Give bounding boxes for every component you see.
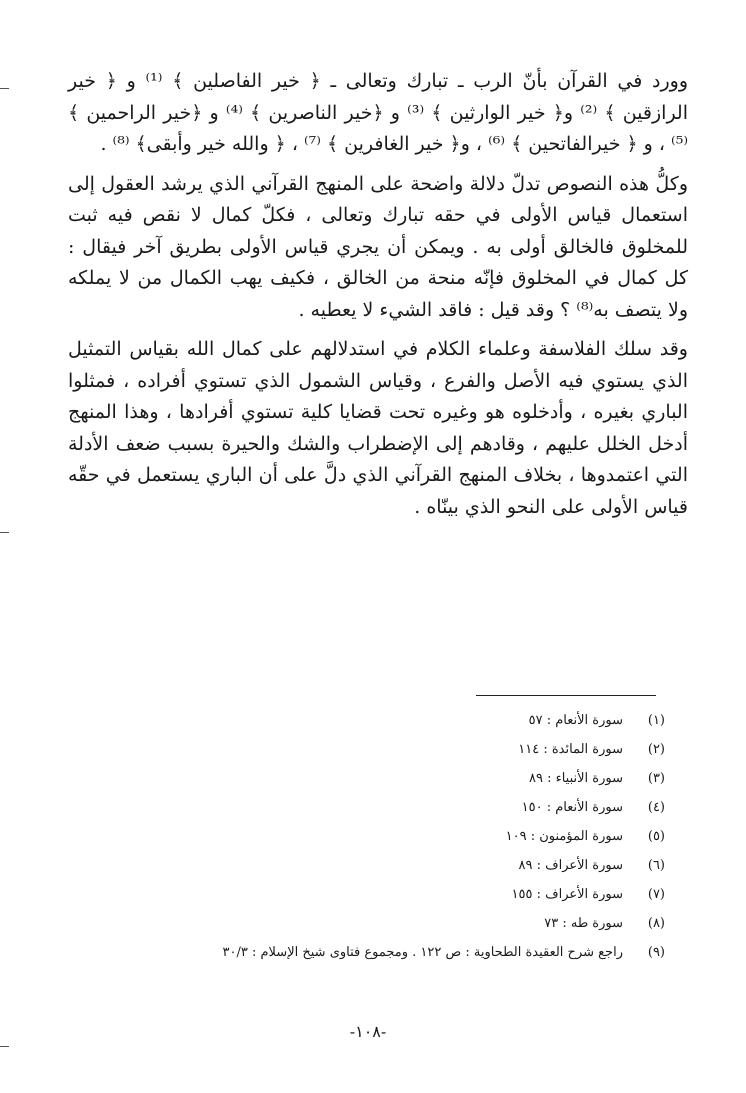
footnote-number: (٩) — [647, 945, 665, 960]
footnote-item — [150, 851, 665, 880]
footnote-number: (٧) — [647, 887, 665, 902]
footnote-number: (٦) — [647, 858, 665, 873]
footnote-text: سورة طه : ٧٣ — [544, 916, 623, 931]
main-text — [68, 66, 688, 531]
page-number: -١٠٨- — [349, 1022, 387, 1041]
scan-edge-mark — [0, 88, 9, 89]
footnote-text: سورة الأعراف : ٨٩ — [518, 858, 623, 873]
footnote-number: (٢) — [647, 742, 665, 757]
footnote-text: سورة الأنعام : ١٥٠ — [521, 800, 623, 815]
footnote-text: سورة المائدة : ١١٤ — [518, 742, 623, 757]
footnote-item — [150, 793, 665, 822]
footnote-number: (٥) — [647, 829, 665, 844]
footnote-item — [150, 706, 665, 735]
footnote-item — [150, 764, 665, 793]
footnotes — [150, 706, 665, 967]
footnote-text: سورة الأعراف : ١٥٥ — [511, 887, 623, 902]
footnote-number: (٣) — [647, 771, 665, 786]
footnote-separator — [476, 695, 656, 696]
scan-edge-mark — [0, 1046, 9, 1047]
footnote-text: راجع شرح العقيدة الطحاوية : ص ١٢٢ . ومجموع فتاوى شيخ الإسلام : ٣٠/٣ — [222, 945, 623, 960]
footnote-item — [150, 938, 665, 967]
paragraph-3: وقد سلك الفلاسفة وعلماء الكلام في استدلالهم على كمال الله بقياس التمثيل الذي يستوي فيه الأصل والفرع ، وقياس الشمول الذي تستوي أفراده ، فمثلوا الباري بغيره ، وأدخلوه هو وغيره تحت قضايا كلية تستوي أفرادها ، وهذا المنهج أدخل الخلل عليهم ، وقادهم إلى الإضطراب والشك والحيرة بسبب ضعف الأدلة التي اعتمدوها ، بخلاف المنهج القرآني الذي دلَّ على أن الباري يستعمل في حقّه قياس الأولى على النحو الذي بينّاه . — [68, 338, 688, 518]
footnote-item — [150, 880, 665, 909]
footnote-number: (٤) — [647, 800, 665, 815]
footnote-text: سورة الأنبياء : ٨٩ — [528, 771, 623, 786]
footnote-item — [150, 735, 665, 764]
paragraph-1: وورد في القرآن بأنّ الرب ـ تبارك وتعالى ـ ﴿ خير الفاصلين ﴾ ⁽¹⁾ و ﴿ خير الرازقين ﴾ ⁽²⁾ و﴿ خير الوارثين ﴾ ⁽³⁾ و ﴿خير الناصرين ﴾ ⁽⁴⁾ و ﴿خير الراحمين ﴾ ⁽⁵⁾ ، و ﴿ خيرالفاتحين ﴾ ⁽⁶⁾ ، و﴿ خير الغافرين ﴾ ⁽⁷⁾ ، ﴿ والله خير وأبقى﴾ ⁽⁸⁾ . — [68, 70, 688, 155]
footnote-item — [150, 909, 665, 938]
paragraph-2: وكلُّ هذه النصوص تدلّ دلالة واضحة على المنهج القرآني الذي يرشد العقول إلى استعمال قياس الأولى في حقه تبارك وتعالى ، فكلّ كمال لا نقص فيه ثبت للمخلوق فالخالق أولى به . ويمكن أن يجري قياس الأولى بطريق آخر فيقال : كل كمال في المخلوق فإنّه منحة من الخالق ، فكيف يهب الكمال من لا يملكه ولا يتصف به⁽⁸⁾ ؟ وقد قيل : فاقد الشيء لا يعطيه . — [68, 172, 688, 321]
footnote-number: (١) — [647, 713, 665, 728]
footnote-item — [150, 822, 665, 851]
scan-edge-mark — [0, 532, 9, 533]
footnote-number: (٨) — [647, 916, 665, 931]
footnote-text: سورة الأنعام : ٥٧ — [528, 713, 623, 728]
footnote-text: سورة المؤمنون : ١٠٩ — [505, 829, 623, 844]
